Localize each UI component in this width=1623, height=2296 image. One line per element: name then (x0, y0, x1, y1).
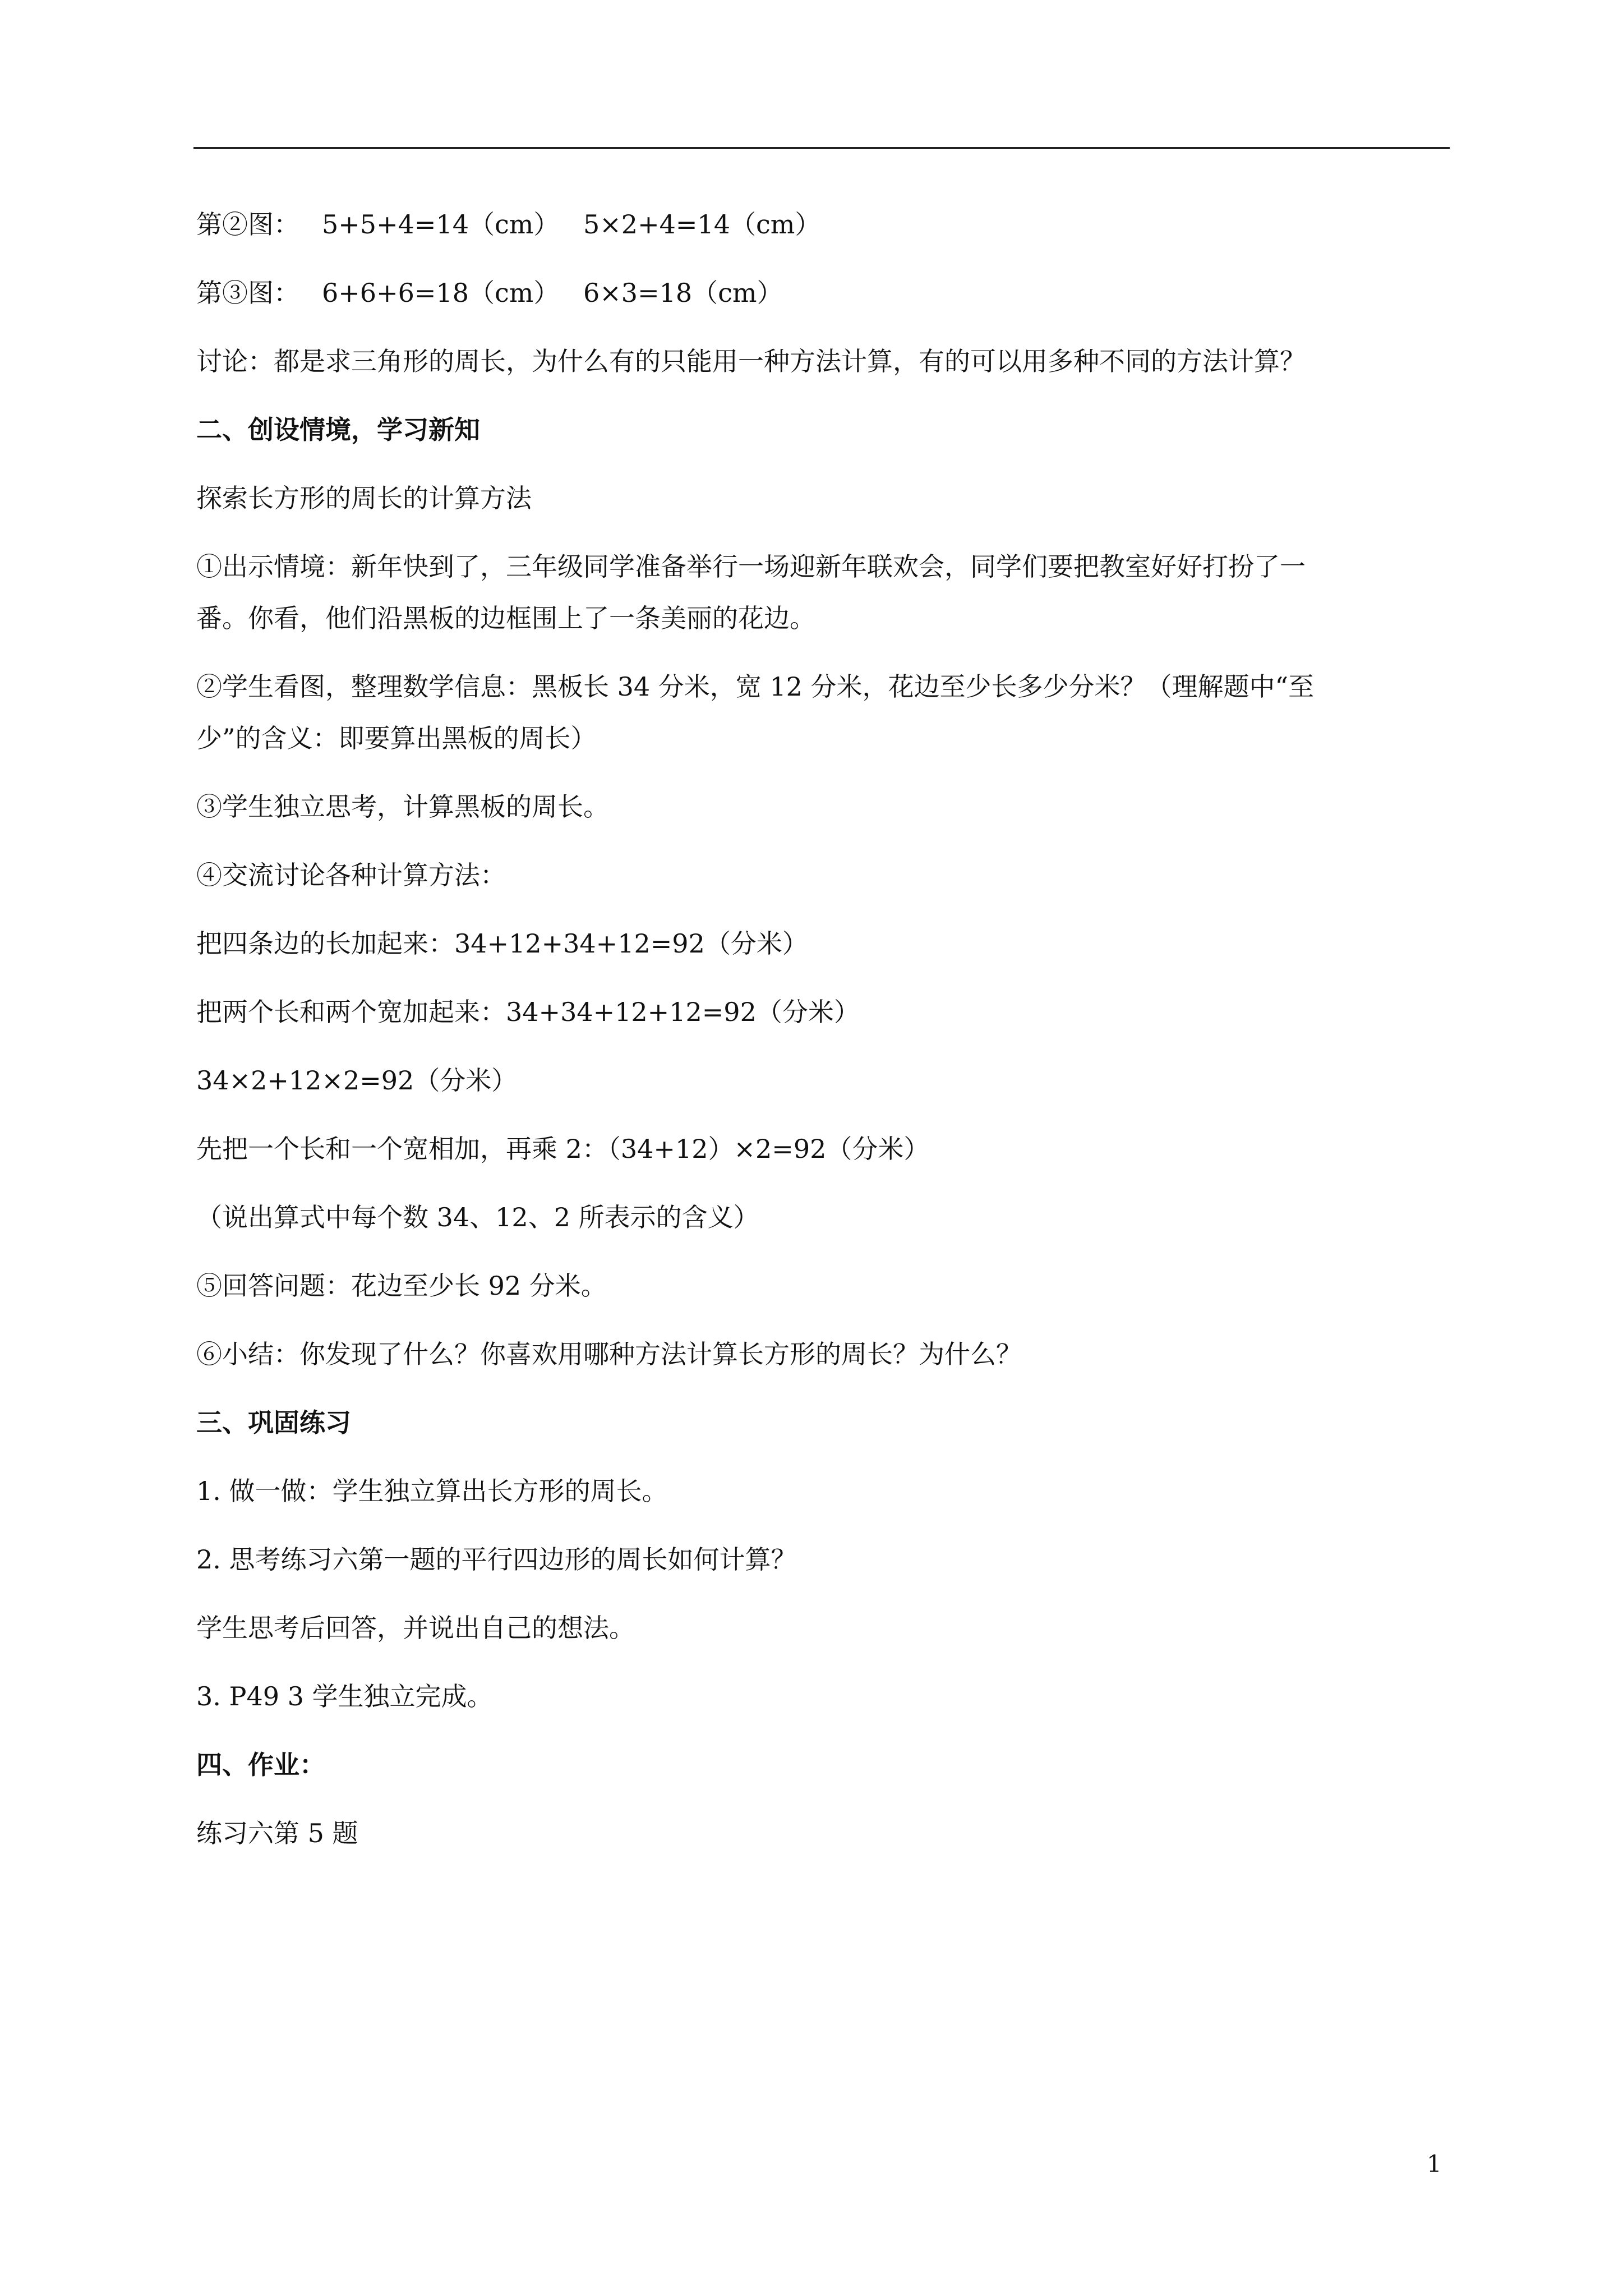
figure-label: 第②图： (196, 209, 299, 240)
exercise-item-3: 3. P49 3 学生独立完成。 (196, 1681, 493, 1711)
paragraph-5: ⑤回答问题：花边至少长 92 分米。 (196, 1271, 607, 1301)
exercise-item-2-note: 学生思考后回答，并说出自己的想法。 (196, 1613, 635, 1643)
paragraph-2-line-2: 少”的含义：即要算出黑板的周长） (196, 723, 597, 753)
figure-expression-product: 5×2+4=14（cm） (583, 209, 821, 240)
method-2: 把两个长和两个宽加起来：34+34+12+12=92（分米） (196, 997, 860, 1027)
figure-label: 第③图： (196, 278, 299, 308)
page-number: 1 (1427, 2150, 1442, 2178)
section-3-heading: 三、巩固练习 (196, 1407, 351, 1438)
paragraph-4: ④交流讨论各种计算方法： (196, 860, 506, 890)
exercise-item-1: 1. 做一做：学生独立算出长方形的周长。 (196, 1476, 668, 1506)
section-4-heading: 四、作业： (196, 1750, 325, 1780)
section-2-heading: 二、创设情境，学习新知 (196, 415, 480, 445)
method-4: 先把一个长和一个宽相加，再乘 2：（34+12）×2=92（分米） (196, 1134, 930, 1164)
paragraph-1-line-1: ①出示情境：新年快到了，三年级同学准备举行一场迎新年联欢会，同学们要把教室好好打扮了一 (196, 551, 1306, 582)
method-1: 把四条边的长加起来：34+12+34+12=92（分米） (196, 928, 808, 959)
figure-line-3 (196, 276, 1453, 310)
paragraph-1-line-2: 番。你看，他们沿黑板的边框围上了一条美丽的花边。 (196, 603, 815, 633)
paragraph-3: ③学生独立思考，计算黑板的周长。 (196, 792, 609, 822)
figure-expression-product: 6×3=18（cm） (583, 278, 783, 308)
figure-expression-sum: 5+5+4=14（cm） (322, 209, 560, 240)
method-note: （说出算式中每个数 34、12、2 所表示的含义） (196, 1202, 759, 1232)
figure-expression-sum: 6+6+6=18（cm） (322, 278, 560, 308)
discussion-text: 讨论：都是求三角形的周长，为什么有的只能用一种方法计算，有的可以用多种不同的方法计算？ (196, 346, 1306, 376)
paragraph-2-line-1: ②学生看图，整理数学信息：黑板长 34 分米，宽 12 分米，花边至少长多少分米？（理解题中“至 (196, 671, 1315, 702)
paragraph-6: ⑥小结：你发现了什么？你喜欢用哪种方法计算长方形的周长？为什么？ (196, 1339, 1022, 1369)
header-rule (193, 147, 1450, 149)
exercise-item-2: 2. 思考练习六第一题的平行四边形的周长如何计算？ (196, 1544, 797, 1575)
figure-line-2 (196, 208, 1453, 241)
section-2-subtitle: 探索长方形的周长的计算方法 (196, 483, 532, 513)
homework-text: 练习六第 5 题 (196, 1818, 358, 1848)
document-body (196, 208, 1453, 1885)
method-3: 34×2+12×2=92（分米） (196, 1065, 518, 1096)
